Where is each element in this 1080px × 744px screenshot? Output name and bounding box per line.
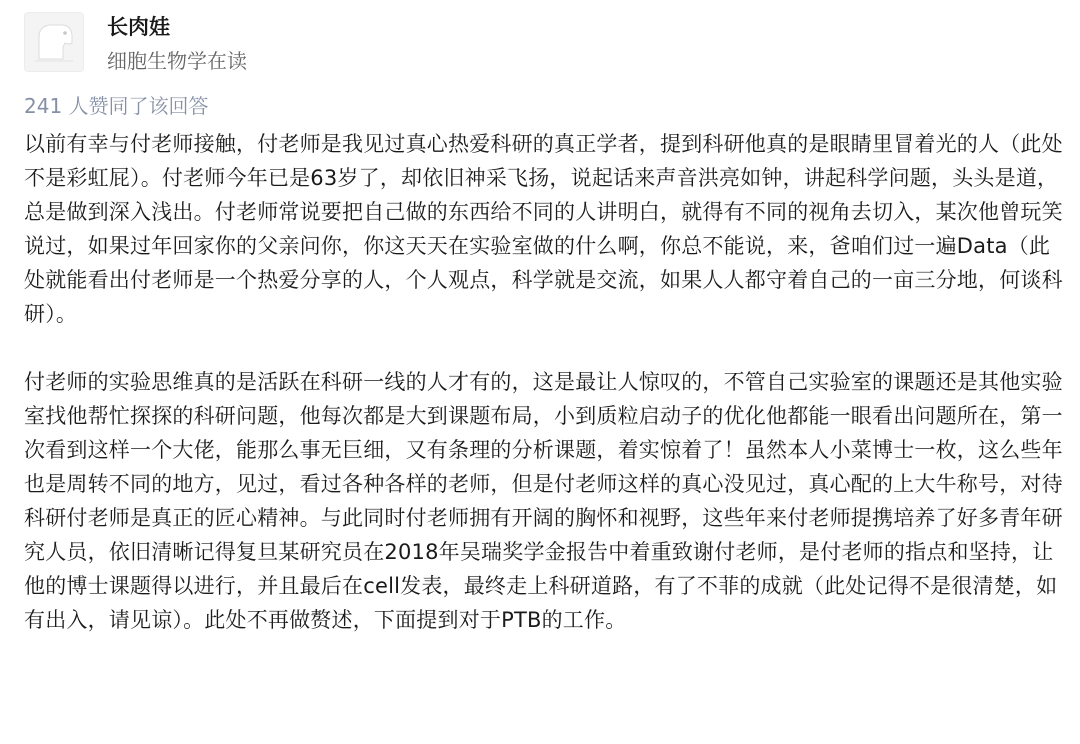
author-name[interactable]: 长肉娃 [107,15,170,39]
author-card [24,12,247,74]
answer-paragraph: 付老师的实验思维真的是活跃在科研一线的人才有的，这是最让人惊叹的，不管自己实验室的课题还是其他实验室找他帮忙探探的科研问题，他每次都是大到课题布局，小到质粒启动子的优化他都能一眼看出问题所在，第一次看到这样一个大佬，能那么事无巨细，又有条理的分析课题，着实惊着了！虽然本人小菜博士一枚，这么些年也是周转不同的地方，见过，看过各种各样的老师，但是付老师这样的真心没见过，真心配的上大牛称号，对待科研付老师是真正的匠心精神。与此同时付老师拥有开阔的胸怀和视野，这些年来付老师提携培养了好多青年研究人员，依旧清晰记得复旦某研究员在2018年吴瑞奖学金报告中着重致谢付老师，是付老师的指点和坚持，让他的博士课题得以进行，并且最后在cell发表，最终走上科研道路，有了不菲的成就（此处记得不是很清楚，如有出入，请见谅）。此处不再做赘述，下面提到对于PTB的工作。 [24,370,1063,632]
avatar[interactable] [24,12,84,72]
answer-paragraph: 以前有幸与付老师接触，付老师是我见过真心热爱科研的真正学者，提到科研他真的是眼睛里冒着光的人（此处不是彩虹屁）。付老师今年已是63岁了，却依旧神采飞扬，说起话来声音洪亮如钟，讲起科学问题，头头是道，总是做到深入浅出。付老师常说要把自己做的东西给不同的人讲明白，就得有不同的视角去切入，某次他曾玩笑说过，如果过年回家你的父亲问你，你这天天在实验室做的什么啊，你总不能说，来，爸咱们过一遍Data（此处就能看出付老师是一个热爱分享的人，个人观点，科学就是交流，如果人人都守着自己的一亩三分地，何谈科研）。 [24,132,1063,326]
answer-content [24,127,1064,637]
default-avatar-icon [25,13,83,71]
author-headline: 细胞生物学在读 [107,49,247,73]
author-info [107,14,247,74]
likes-count[interactable]: 241 人赞同了该回答 [24,94,209,118]
